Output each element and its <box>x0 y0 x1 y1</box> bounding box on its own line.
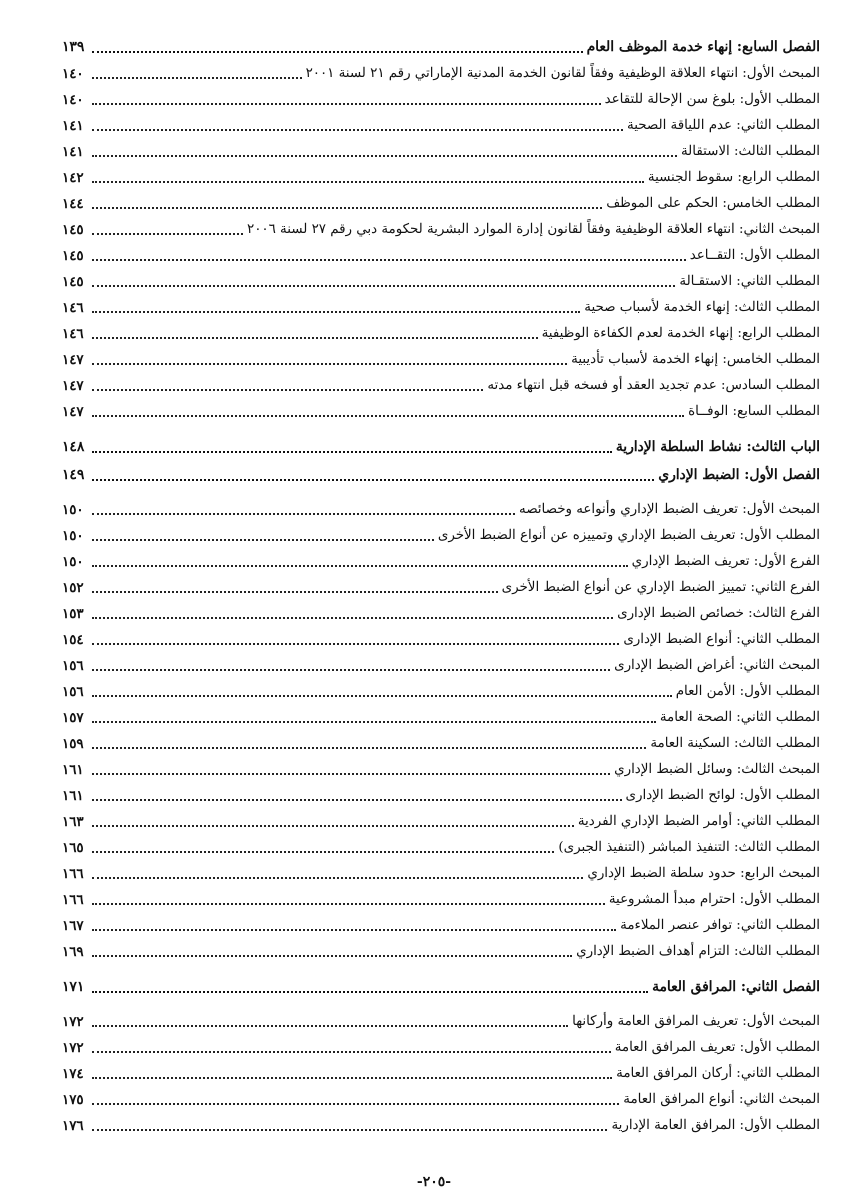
dot-leader <box>92 389 483 391</box>
dot-leader <box>92 285 675 287</box>
dot-leader <box>92 311 580 313</box>
toc-entry-title: المطلب الخامس: الحكم على الموظف <box>606 195 820 211</box>
toc-entry-title: المطلب الثاني: أركان المرافق العامة <box>616 1065 820 1081</box>
toc-entry-row <box>62 674 820 700</box>
toc-page-number: ١٦٦ <box>62 865 84 882</box>
toc-page-number: ١٧٢ <box>62 1013 84 1030</box>
toc-page-number: ١٧١ <box>62 979 85 996</box>
toc-entry-title: المطلب الثاني: أنواع الضبط الإدارى <box>623 631 820 647</box>
toc-entry-row <box>62 700 820 726</box>
toc-page-number: ١٤٧ <box>62 403 84 420</box>
toc-entry-title: المطلب الثاني: أوامر الضبط الإداري الفردية <box>577 813 820 829</box>
dot-leader <box>92 799 622 801</box>
dot-leader <box>92 479 654 481</box>
toc-entry-row <box>62 934 820 960</box>
toc-entry-title: المطلب الأول: المرافق العامة الإدارية <box>611 1117 820 1133</box>
dot-leader <box>92 77 302 79</box>
toc-heading-row <box>62 28 820 56</box>
toc-page-number: ١٤٩ <box>62 467 85 484</box>
toc-entry-row <box>62 1108 820 1134</box>
toc-page-number: ١٤٢ <box>62 169 84 186</box>
toc-entry-row <box>62 1004 820 1030</box>
dot-leader <box>92 129 623 131</box>
toc-entry-title: الباب الثالث: نشاط السلطة الإدارية <box>615 439 820 456</box>
toc-page-number: ١٥٤ <box>62 631 84 648</box>
toc-entry-row <box>62 518 820 544</box>
toc-entry-title: المطلب الثاني: الاستقـالة <box>679 273 820 289</box>
toc-heading-row <box>62 456 820 484</box>
dot-leader <box>92 259 686 261</box>
toc-entry-title: المطلب الأول: التقــاعد <box>689 247 820 263</box>
toc-page-number: ١٦٥ <box>62 839 84 856</box>
toc-page-number: ١٥٠ <box>62 527 84 544</box>
dot-leader <box>92 337 538 339</box>
toc-entry-title: المطلب الرابع: سقوط الجنسية <box>647 169 820 185</box>
toc-entry-title: المطلب الثاني: توافر عنصر الملاءمة <box>620 917 820 933</box>
toc-entry-row <box>62 1030 820 1056</box>
toc-entry-title: المبحث الثاني: أغراض الضبط الإدارى <box>614 657 820 673</box>
dot-leader <box>92 565 628 567</box>
dot-leader <box>92 851 554 853</box>
toc-page-number: ١٥٦ <box>62 683 84 700</box>
toc-page-number: ١٤٥ <box>62 221 84 238</box>
dot-leader <box>92 1051 611 1053</box>
table-of-contents <box>62 28 820 1134</box>
toc-entry-row <box>62 56 820 82</box>
dot-leader <box>92 991 648 993</box>
toc-heading-row <box>62 428 820 456</box>
toc-entry-title: المطلب الأول: الأمن العام <box>675 683 820 699</box>
toc-entry-row <box>62 622 820 648</box>
toc-entry-row <box>62 212 820 238</box>
toc-entry-row <box>62 82 820 108</box>
toc-entry-row <box>62 108 820 134</box>
toc-entry-title: المبحث الثاني: انتهاء العلاقة الوظيفية وفقاً لقانون إدارة الموارد البشرية لحكومة دبي رقم ٢٧ لسنة ٢٠٠٦ <box>247 221 820 237</box>
toc-entry-row <box>62 1056 820 1082</box>
toc-entry-row <box>62 368 820 394</box>
dot-leader <box>92 1077 612 1079</box>
toc-page-number: ١٤٦ <box>62 299 84 316</box>
toc-page-number: ١٦٧ <box>62 917 84 934</box>
dot-leader <box>92 103 601 105</box>
dot-leader <box>92 669 610 671</box>
dot-leader <box>92 51 583 53</box>
dot-leader <box>92 1103 619 1105</box>
toc-page-number: ١٥٣ <box>62 605 84 622</box>
toc-page-number: ١٧٢ <box>62 1039 84 1056</box>
toc-entry-row <box>62 492 820 518</box>
dot-leader <box>92 617 613 619</box>
toc-entry-row <box>62 648 820 674</box>
toc-entry-row <box>62 856 820 882</box>
toc-page-number: ١٤٨ <box>62 439 85 456</box>
toc-page-number: ١٣٩ <box>62 39 85 56</box>
toc-entry-title: المبحث الرابع: حدود سلطة الضبط الإداري <box>587 865 820 881</box>
toc-page-number: ١٥٩ <box>62 735 84 752</box>
toc-page-number: ١٦٣ <box>62 813 84 830</box>
toc-entry-row <box>62 264 820 290</box>
toc-page-number: ١٤٧ <box>62 377 84 394</box>
toc-page-number: ١٤٧ <box>62 351 84 368</box>
toc-entry-row <box>62 290 820 316</box>
dot-leader <box>92 1025 568 1027</box>
page-footer-number: -٢٠٥- <box>416 1174 452 1190</box>
toc-page-number: ١٦١ <box>62 787 84 804</box>
toc-entry-title: المطلب الخامس: إنهاء الخدمة لأسباب تأديبية <box>571 351 820 367</box>
dot-leader <box>92 825 574 827</box>
toc-entry-row <box>62 752 820 778</box>
toc-entry-title: الفرع الأول: تعريف الضبط الإداري <box>631 553 820 569</box>
toc-entry-title: المطلب الثالث: التنفيذ المباشر (التنفيذ الجبرى) <box>558 839 820 855</box>
toc-entry-title: المطلب الأول: احترام مبدأ المشروعية <box>608 891 820 907</box>
toc-page-number: ١٤٦ <box>62 325 84 342</box>
toc-entry-title: المطلب الثالث: إنهاء الخدمة لأسباب صحية <box>584 299 820 315</box>
toc-page-number: ١٤٥ <box>62 273 84 290</box>
toc-entry-title: الفرع الثالث: خصائص الضبط الإدارى <box>617 605 820 621</box>
toc-entry-title: المطلب الأول: تعريف المرافق العامة <box>614 1039 820 1055</box>
toc-entry-row <box>62 1082 820 1108</box>
dot-leader <box>92 451 612 453</box>
toc-entry-title: المبحث الأول: تعريف الضبط الإداري وأنواعه وخصائصه <box>519 501 820 517</box>
toc-page-number: ١٥٢ <box>62 579 84 596</box>
toc-page-number: ١٤١ <box>62 143 84 160</box>
toc-page-number: ١٤٤ <box>62 195 84 212</box>
toc-entry-row <box>62 544 820 570</box>
toc-entry-row <box>62 804 820 830</box>
toc-entry-row <box>62 882 820 908</box>
toc-entry-title: المطلب الرابع: إنهاء الخدمة لعدم الكفاءة الوظيفية <box>541 325 820 341</box>
dot-leader <box>92 181 644 183</box>
toc-page-number: ١٤٠ <box>62 91 84 108</box>
toc-page-number: ١٧٦ <box>62 1117 84 1134</box>
toc-entry-title: المطلب الثاني: الصحة العامة <box>659 709 820 725</box>
toc-entry-row <box>62 830 820 856</box>
dot-leader <box>92 643 619 645</box>
toc-entry-row <box>62 186 820 212</box>
toc-page-number: ١٧٥ <box>62 1091 84 1108</box>
toc-entry-title: المطلب السادس: عدم تجديد العقد أو فسخه قبل انتهاء مدته <box>487 377 820 393</box>
toc-entry-row <box>62 160 820 186</box>
toc-entry-title: المطلب الثالث: التزام أهداف الضبط الإداري <box>576 943 820 959</box>
dot-leader <box>92 903 605 905</box>
toc-page-number: ١٤٠ <box>62 65 84 82</box>
dot-leader <box>92 929 616 931</box>
toc-entry-title: المطلب الثالث: الاستقالة <box>680 143 820 159</box>
dot-leader <box>92 513 515 515</box>
toc-entry-title: المبحث الأول: تعريف المرافق العامة وأركانها <box>572 1013 820 1029</box>
toc-page-number: ١٦١ <box>62 761 84 778</box>
toc-entry-row <box>62 596 820 622</box>
dot-leader <box>92 1129 607 1131</box>
dot-leader <box>92 415 684 417</box>
toc-page-number: ١٥٠ <box>62 501 84 518</box>
toc-page-number: ١٦٦ <box>62 891 84 908</box>
toc-page-number: ١٥٠ <box>62 553 84 570</box>
toc-entry-title: المطلب السابع: الوفــاة <box>688 403 820 419</box>
toc-entry-row <box>62 238 820 264</box>
toc-entry-title: المطلب الثالث: السكينة العامة <box>650 735 820 751</box>
dot-leader <box>92 233 243 235</box>
toc-page-number: ١٤٥ <box>62 247 84 264</box>
toc-page-number: ١٧٤ <box>62 1065 84 1082</box>
toc-entry-row <box>62 134 820 160</box>
dot-leader <box>92 877 583 879</box>
toc-heading-row <box>62 968 820 996</box>
dot-leader <box>92 539 434 541</box>
dot-leader <box>92 773 610 775</box>
dot-leader <box>92 207 602 209</box>
toc-entry-title: الفصل السابع: إنهاء خدمة الموظف العام <box>586 39 820 56</box>
toc-entry-title: المطلب الأول: بلوغ سن الإحالة للتقاعد <box>604 91 820 107</box>
toc-entry-row <box>62 570 820 596</box>
toc-page-number: ١٥٦ <box>62 657 84 674</box>
toc-page-number: ١٤١ <box>62 117 84 134</box>
toc-entry-row <box>62 726 820 752</box>
toc-entry-row <box>62 778 820 804</box>
toc-page-number: ١٥٧ <box>62 709 84 726</box>
toc-entry-title: الفرع الثاني: تمييز الضبط الإداري عن أنواع الضبط الأخرى <box>501 579 820 595</box>
dot-leader <box>92 695 672 697</box>
toc-entry-title: الفصل الأول: الضبط الإداري <box>658 467 820 484</box>
toc-entry-row <box>62 342 820 368</box>
toc-entry-title: الفصل الثاني: المرافق العامة <box>652 979 820 996</box>
toc-entry-row <box>62 394 820 420</box>
toc-entry-row <box>62 316 820 342</box>
toc-entry-row <box>62 908 820 934</box>
dot-leader <box>92 747 646 749</box>
toc-entry-title: المبحث الثالث: وسائل الضبط الإداري <box>614 761 820 777</box>
dot-leader <box>92 721 656 723</box>
toc-entry-title: المطلب الأول: تعريف الضبط الإداري وتمييزه عن أنواع الضبط الأخرى <box>437 527 820 543</box>
dot-leader <box>92 591 498 593</box>
toc-entry-title: المطلب الثاني: عدم اللياقة الصحية <box>627 117 820 133</box>
toc-entry-title: المطلب الأول: لوائح الضبط الإدارى <box>625 787 820 803</box>
toc-entry-title: المبحث الثاني: أنواع المرافق العامة <box>623 1091 820 1107</box>
dot-leader <box>92 363 567 365</box>
dot-leader <box>92 155 677 157</box>
toc-page-number: ١٦٩ <box>62 943 84 960</box>
toc-entry-title: المبحث الأول: انتهاء العلاقة الوظيفية وفقاً لقانون الخدمة المدنية الإماراتي رقم ٢١ لسنة ٢٠٠١ <box>305 65 820 81</box>
dot-leader <box>92 955 572 957</box>
